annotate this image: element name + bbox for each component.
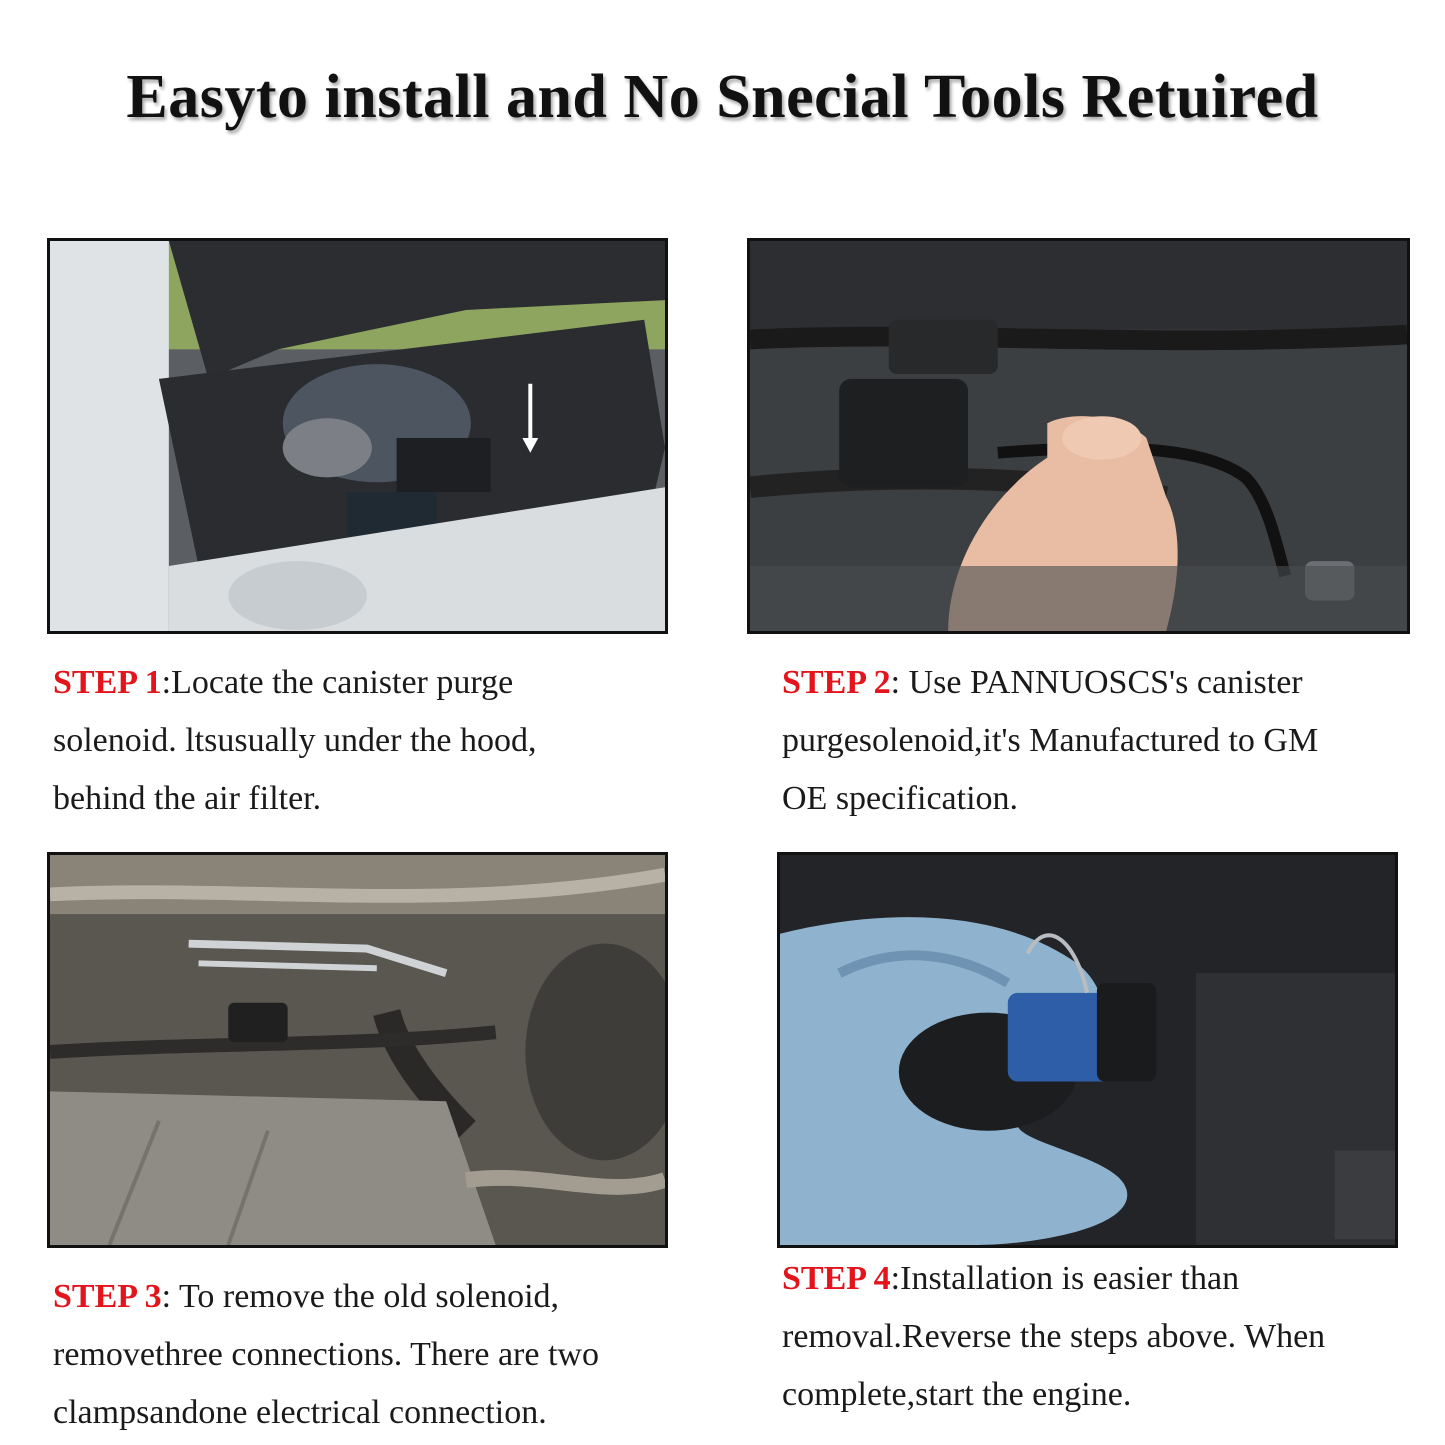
step-3-line-2: removethree connections. There are two <box>53 1336 599 1373</box>
step-3-text <box>53 1268 673 1442</box>
step-1-label: STEP 1 <box>53 664 162 701</box>
step-2-label: STEP 2 <box>782 664 891 701</box>
step-2-text <box>782 654 1422 828</box>
step-2-line-2: purgesolenoid,it's Manufactured to GM <box>782 722 1319 759</box>
page-title: Easyto install and No Snecial Tools Retuired <box>126 63 1319 131</box>
step-3-line-3: clampsandone electrical connection. <box>53 1394 547 1431</box>
step-3-label: STEP 3 <box>53 1278 162 1315</box>
step-2-line-1: : Use PANNUOSCS's canister <box>890 664 1303 701</box>
step-4-label: STEP 4 <box>782 1260 891 1297</box>
step-4-line-3: complete,start the engine. <box>782 1376 1132 1413</box>
step-4-photo <box>777 852 1398 1248</box>
step-3-photo <box>47 852 668 1248</box>
step-4-line-2: removal.Reverse the steps above. When <box>782 1318 1326 1355</box>
step-1-line-3: behind the air filter. <box>53 780 322 817</box>
step-2-line-3: OE specification. <box>782 780 1019 817</box>
step-4-text <box>782 1250 1422 1424</box>
step-1-line-2: solenoid. ltsusually under the hood, <box>53 722 537 759</box>
step-2-photo <box>747 238 1410 634</box>
step-1-text <box>53 654 673 828</box>
step-1-photo <box>47 238 668 634</box>
step-3-line-1: : To remove the old solenoid, <box>161 1278 560 1315</box>
step-1-line-1: :Locate the canister purge <box>161 664 514 701</box>
step-4-line-1: :Installation is easier than <box>890 1260 1240 1297</box>
